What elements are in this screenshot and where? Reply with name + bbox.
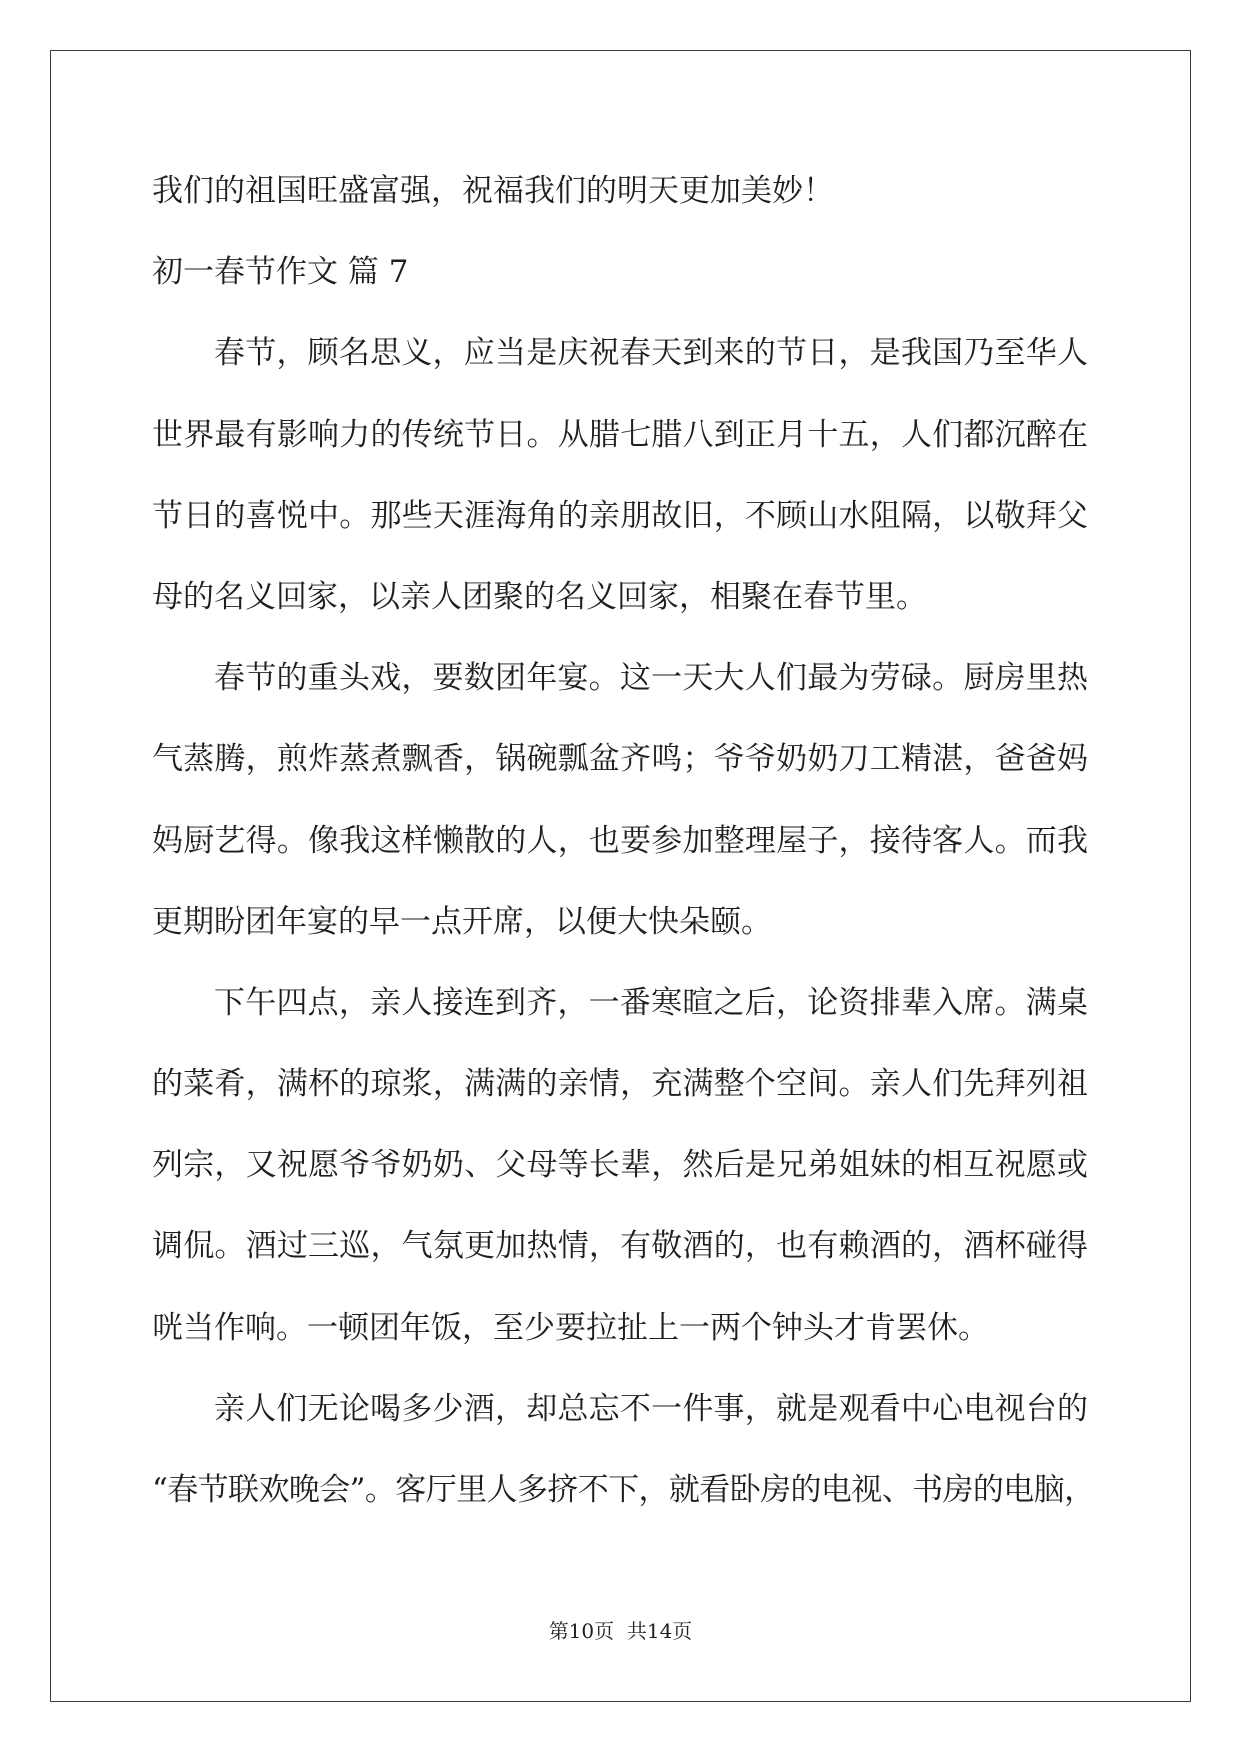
- document-body: [152, 151, 1095, 1531]
- section-heading: 初一春节作文 篇 7: [152, 254, 409, 291]
- paragraph-line: 春节，顾名思义，应当是庆祝春天到来的节日，是我国乃至华人: [214, 335, 1088, 372]
- paragraph-line: 更期盼团年宴的早一点开席，以便大快朵颐。: [152, 903, 772, 940]
- paragraph-line: 节日的喜悦中。那些天涯海角的亲朋故旧，不顾山水阻隔，以敬拜父: [152, 497, 1088, 534]
- paragraph-line: 咣当作响。一顿团年饭，至少要拉扯上一两个钟头才肯罢休。: [152, 1309, 989, 1346]
- page-number-footer: 第10页 共14页: [548, 1619, 693, 1643]
- continued-text-line: 我们的祖国旺盛富强，祝福我们的明天更加美妙！: [152, 173, 834, 209]
- paragraph-3: [152, 963, 1088, 1369]
- paragraph-line: 母的名义回家，以亲人团聚的名义回家，相聚在春节里。: [152, 578, 927, 615]
- paragraph-line: 调侃。酒过三巡，气氛更加热情，有敬酒的，也有赖酒的，酒杯碰得: [152, 1228, 1088, 1265]
- paragraph-line: 下午四点，亲人接连到齐，一番寒暄之后，论资排辈入席。满桌: [214, 984, 1088, 1021]
- paragraph-line: 世界最有影响力的传统节日。从腊七腊八到正月十五，人们都沉醉在: [152, 416, 1088, 453]
- paragraph-line: 亲人们无论喝多少酒，却总忘不一件事，就是观看中心电视台的: [214, 1390, 1088, 1427]
- paragraph-line: 列宗，又祝愿爷爷奶奶、父母等长辈，然后是兄弟姐妹的相互祝愿或: [152, 1147, 1088, 1184]
- paragraph-2: [152, 638, 1088, 963]
- paragraph-line: 气蒸腾，煎炸蒸煮飘香，锅碗瓢盆齐鸣；爷爷奶奶刀工精湛，爸爸妈: [152, 741, 1088, 778]
- paragraph-line: 的菜肴，满杯的琼浆，满满的亲情，充满整个空间。亲人们先拜列祖: [152, 1066, 1088, 1103]
- paragraph-line: 妈厨艺得。像我这样懒散的人，也要参加整理屋子，接待客人。而我: [152, 822, 1088, 859]
- paragraph-line: 春节的重头戏，要数团年宴。这一天大人们最为劳碌。厨房里热: [214, 660, 1088, 697]
- paragraph-line: “春节联欢晚会”。客厅里人多挤不下，就看卧房的电视、书房的电脑，: [152, 1472, 1095, 1508]
- paragraph-1: [152, 313, 1088, 638]
- paragraph-4: [152, 1369, 1095, 1531]
